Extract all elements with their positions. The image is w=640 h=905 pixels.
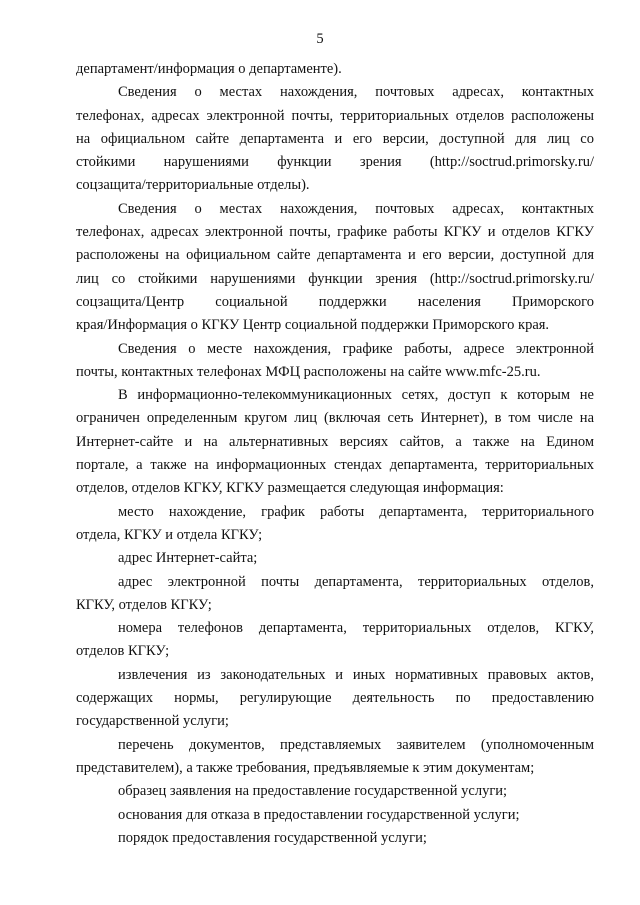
text-line: образец заявления на предоставление государственной услуги; <box>118 783 508 800</box>
text-line: департамент/информация о департаменте). <box>76 61 342 77</box>
text-line: Сведения о месте нахождения, графике работы, адресе электронной <box>118 340 594 357</box>
text-line: соцзащита/территориальные отделы). <box>76 177 310 194</box>
text-line: адрес электронной почты департамента, территориальных отделов, <box>118 573 594 590</box>
text-line: расположены на официальном сайте департамента и его версии, доступной для <box>76 247 594 264</box>
text-line: В информационно-телекоммуникационных сетях, доступ к которым не <box>118 387 594 404</box>
text-line: Интернет-сайте и на альтернативных версиях сайтов, а также на Едином <box>76 433 594 450</box>
text-line: отдела, КГКУ и отдела КГКУ; <box>76 526 263 543</box>
text-line: основания для отказа в предоставлении государственной услуги; <box>118 806 520 823</box>
text-line: на официальном сайте департамента и его версии, доступной для лиц со <box>76 130 594 147</box>
text-line: номера телефонов департамента, территориальных отделов, КГКУ, <box>118 620 594 637</box>
text-line: почты, контактных телефонах МФЦ расположены на сайте www.mfc-25.ru. <box>76 363 541 380</box>
text-line: ограничен определенным кругом лиц (включая сеть Интернет), в том числе на <box>76 410 594 427</box>
text-line: перечень документов, представляемых заявителем (уполномоченным <box>118 736 594 753</box>
text-line: извлечения из законодательных и иных нормативных правовых актов, <box>118 666 594 683</box>
text-line: соцзащита/Центр социальной поддержки населения Приморского <box>76 293 594 310</box>
text-line: место нахождение, график работы департамента, территориального <box>118 503 594 520</box>
text-line: портале, а также на информационных стендах департамента, территориальных <box>76 457 594 474</box>
text-line: Сведения о местах нахождения, почтовых адресах, контактных <box>118 84 594 101</box>
text-line: края/Информация о КГКУ Центр социальной поддержки Приморского края. <box>76 317 550 334</box>
text-line: представителем), а также требования, предъявляемые к этим документам; <box>76 759 535 776</box>
text-line: стойкими нарушениями функции зрения (http://soctrud.primorsky.ru/ <box>76 154 594 171</box>
text-line: адрес Интернет-сайта; <box>118 550 258 567</box>
page-number: 5 <box>316 31 324 47</box>
document-body <box>76 58 594 850</box>
text-line: порядок предоставления государственной услуги; <box>118 829 427 846</box>
text-line: лиц со стойкими нарушениями функции зрения (http://soctrud.primorsky.ru/ <box>76 270 594 287</box>
text-line: отделов КГКУ; <box>76 643 170 660</box>
text-line: государственной услуги; <box>76 713 229 730</box>
text-line: телефонах, адресах электронной почты, графике работы КГКУ и отделов КГКУ <box>76 224 594 241</box>
text-line: телефонах, адресах электронной почты, территориальных отделов расположены <box>76 107 594 124</box>
text-line: Сведения о местах нахождения, почтовых адресах, контактных <box>118 200 594 217</box>
text-line: содержащих нормы, регулирующие деятельность по предоставлению <box>76 690 594 707</box>
text-line: КГКУ, отделов КГКУ; <box>76 596 212 613</box>
text-line: отделов, отделов КГКУ, КГКУ размещается следующая информация: <box>76 480 504 497</box>
